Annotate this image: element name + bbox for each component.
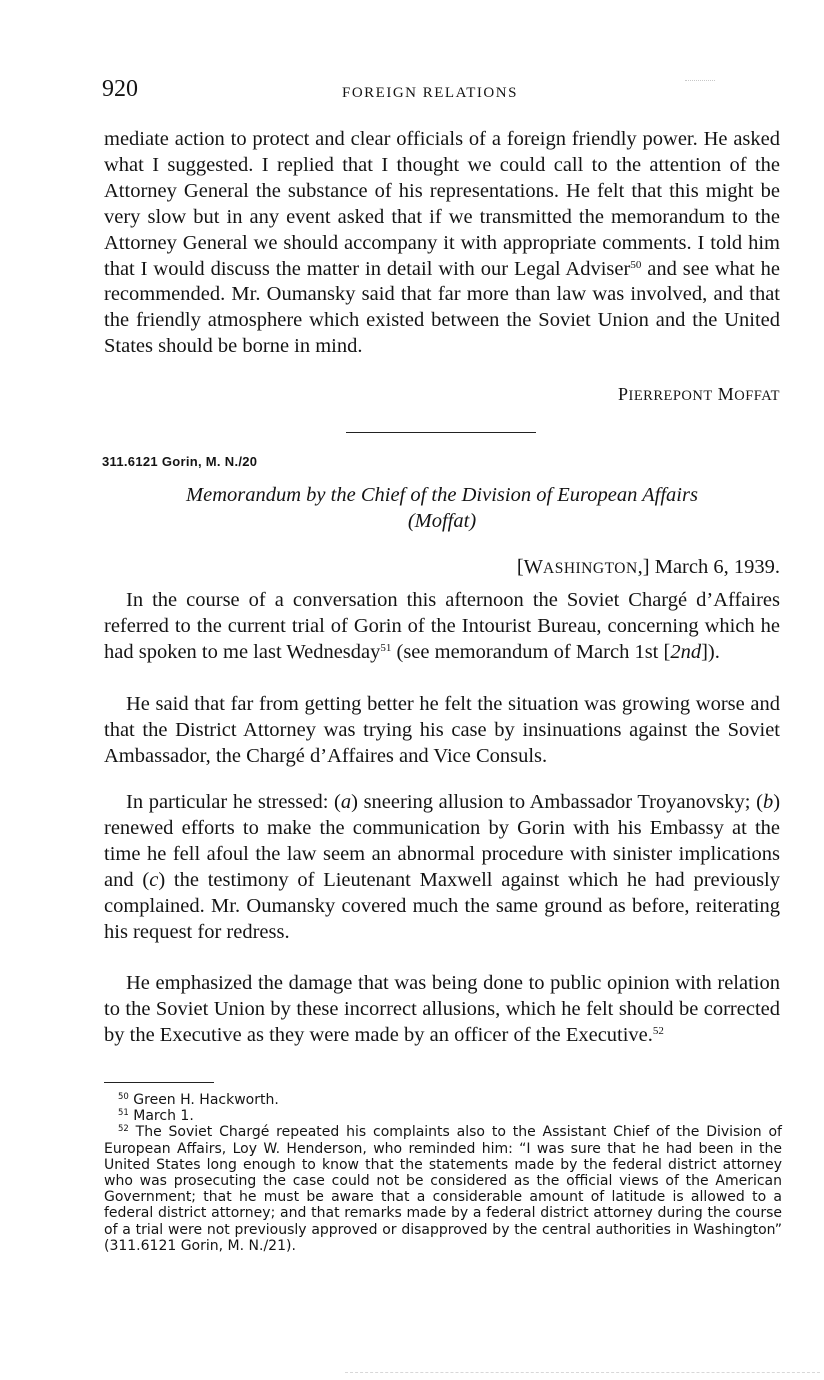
title-line: Memorandum by the Chief of the Division of European Affairs	[186, 484, 698, 506]
dateline-place-rest: ASHINGTON	[543, 560, 638, 577]
section-divider	[346, 432, 536, 433]
paragraph-text: He emphasized the damage that was being done to public opinion with relation to the Soviet Union by these incorrect allusions, which he felt should be corrected by the Executive as they were made by an officer of the Executive.	[104, 972, 780, 1046]
file-reference: 311.6121 Gorin, M. N./20	[102, 454, 258, 469]
footnote-marker: 50	[118, 1092, 129, 1102]
footnote-ref-50: 50	[630, 258, 642, 271]
running-title: FOREIGN RELATIONS	[342, 85, 518, 101]
footnote-51	[104, 1108, 782, 1124]
footnote-50	[104, 1092, 782, 1108]
footnote-text: Green H. Hackworth.	[128, 1092, 279, 1108]
paragraph-1	[104, 588, 780, 666]
signature-initial: P	[617, 384, 629, 404]
item-letter: b	[762, 791, 774, 813]
paragraph-text: ) renewed efforts to make the communication by Gorin with his Embassy at the time he fell afoul the law seem an abnormal procedure with sinister implications and (	[104, 791, 781, 891]
dateline-bracket: [	[516, 556, 524, 578]
title-line: (Moffat)	[407, 509, 477, 532]
signature-rest: IERREPONT	[628, 388, 713, 404]
footnote-ref-52: 52	[652, 1024, 664, 1037]
footnotes	[104, 1092, 782, 1254]
footnote-marker: 51	[118, 1108, 129, 1119]
paragraph-text: ) the testimony of Lieutenant Maxwell against which he had previously complained. Mr. Oumansky covered much the same ground as before, reiterating his request for redress.	[104, 868, 780, 943]
dateline-place-initial: W	[523, 556, 544, 578]
paragraph-text: In particular he stressed: (	[126, 791, 341, 813]
paragraph-text: ]).	[701, 640, 720, 663]
paragraph-2: He said that far from getting better he felt the situation was growing worse and that the District Attorney was trying his case by insinuations against the Soviet Ambassador, the Chargé d’Affaires and Vice Consuls.	[104, 693, 780, 767]
item-letter: c	[149, 868, 159, 891]
continuation-paragraph	[104, 127, 780, 360]
paragraph-text: In the course of a conversation this afternoon the Soviet Chargé d’Affaires referred to the current trial of Gorin of the Intourist Bureau, concerning which he had spoken to me last Wednesday	[104, 589, 780, 663]
paragraph-4	[104, 971, 780, 1049]
italic-date: 2nd	[670, 640, 702, 663]
dateline-date: ,] March 6, 1939.	[637, 556, 780, 578]
page-number: 920	[102, 76, 138, 102]
footnote-text: The Soviet Chargé repeated his complaints also to the Assistant Chief of the Division of European Affairs, Loy W. Henderson, who reminded him: “I was sure that he had been in the United States long enough to know that the statements made by the federal district attorney who was prosecuting the case could not be considered as the official views of the American Government; that he must be aware that a considerable amount of latitude is allowed to a federal district attorney; and that remarks made by a federal district attorney during the course of a trial were not previously approved or disapproved by the central authorities in Washington” (311.6121 Gorin, M. N./21).	[104, 1124, 782, 1254]
signature-rest: OFFAT	[734, 388, 780, 404]
footnote-52	[104, 1124, 782, 1254]
dateline	[517, 556, 780, 579]
footnote-marker: 52	[118, 1124, 129, 1135]
paragraph-text: (see memorandum of March 1st [	[391, 640, 671, 663]
paragraph-text: mediate action to protect and clear officials of a foreign friendly power. He asked what I suggested. I replied that I thought we could call to the attention of the Attorney General the substance of his representations. He felt that this might be very slow but in any event asked that if we transmitted the memorandum to the Attorney General we should accompany it with appropriate comments. I told him that I would discuss the matter in detail with our Legal Adviser	[104, 128, 780, 280]
paragraph-text: ) sneering allusion to Ambassador Troyanovsky; (	[351, 791, 763, 813]
document-title	[104, 483, 780, 534]
paragraph-text: and see what he recommended. Mr. Oumansky said that far more than law was involved, and that the friendly atmosphere which existed between the Soviet Union and the United States should be borne in mind.	[104, 257, 781, 358]
paragraph-3	[104, 790, 780, 945]
item-letter: a	[340, 791, 352, 813]
footnote-ref-51: 51	[380, 641, 392, 654]
signature-initial: M	[717, 384, 735, 404]
footnote-text: March 1.	[128, 1108, 194, 1125]
signature	[618, 384, 780, 405]
scan-mark	[345, 1372, 820, 1373]
footnote-separator	[104, 1082, 214, 1083]
page-header	[102, 76, 782, 112]
